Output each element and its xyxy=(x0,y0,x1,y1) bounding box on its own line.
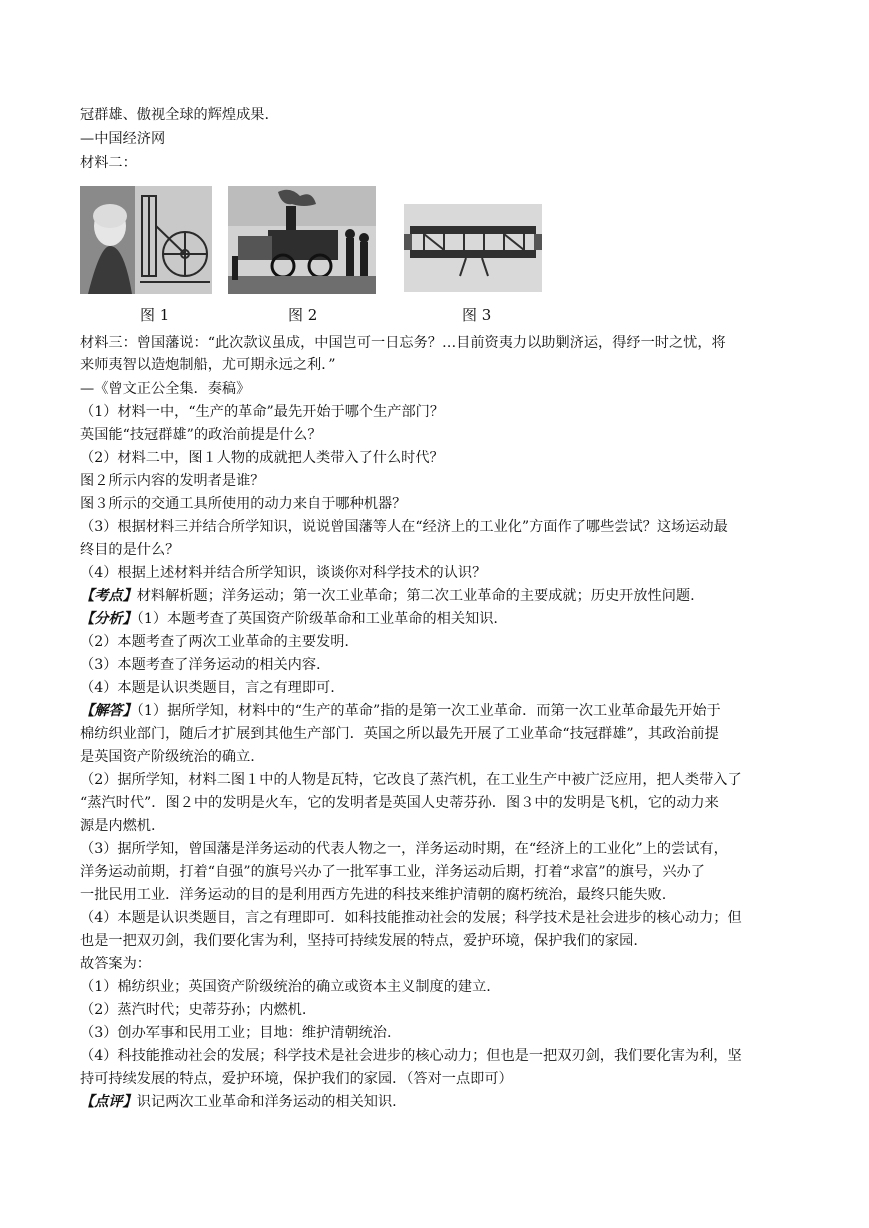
jieda-line xyxy=(80,702,795,721)
text-line: “蒸汽时代”．图２中的发明是火车，它的发明者是英国人史蒂芬孙．图３中的发明是飞机，它的动力来 xyxy=(80,795,719,811)
kaodian-text: 材料解析题；洋务运动；第一次工业革命；第二次工业革命的主要成就；历史开放性问题. xyxy=(136,588,695,604)
text-line: （4）本题是认识类题目，言之有理即可. xyxy=(80,680,335,696)
figure-1-image xyxy=(80,186,212,294)
fenxi-text: （1）本题考查了英国资产阶级革命和工业革命的相关知识. xyxy=(136,611,498,627)
figure-1-caption: 图 1 xyxy=(140,306,170,324)
text-line: （3）据所学知，曾国藩是洋务运动的代表人物之一，洋务运动时期，在“经济上的工业化”上的尝试有， xyxy=(80,841,728,857)
dianping-text: 识记两次工业革命和洋务运动的相关知识. xyxy=(136,1094,397,1110)
biplane-icon xyxy=(404,204,542,292)
figure-2-caption: 图 2 xyxy=(288,306,318,324)
dianping-line xyxy=(80,1093,795,1112)
figure-3-caption: 图 3 xyxy=(462,306,492,324)
locomotive-icon xyxy=(228,186,376,294)
text-line: 图３所示的交通工具所使用的动力来自于哪种机器？ xyxy=(80,496,407,512)
text-line: 是英国资产阶级统治的确立. xyxy=(80,749,255,765)
answer-1: （1）棉纺织业；英国资产阶级统治的确立或资本主义制度的建立. xyxy=(80,979,491,995)
answer-3: （3）创办军事和民用工业；目地：维护清朝统治. xyxy=(80,1025,392,1041)
text-line: 也是一把双刃剑，我们要化害为利，坚持可持续发展的特点，爱护环境，保护我们的家园. xyxy=(80,933,638,949)
kaodian-line xyxy=(80,587,795,606)
jieda-text: （1）据所学知，材料中的“生产的革命”指的是第一次工业革命．而第一次工业革命最先开始于 xyxy=(136,703,721,719)
fenxi-label: 【分析】 xyxy=(80,611,137,627)
text-line: 英国能“技冠群雄”的政治前提是什么？ xyxy=(80,427,322,443)
question-2: （2）材料二中，图１人物的成就把人类带入了什么时代？ xyxy=(80,450,444,466)
source-line: —《曾文正公全集．奏稿》 xyxy=(80,381,251,397)
question-3: （3）根据材料三并结合所学知识，说说曾国藩等人在“经济上的工业化”方面作了哪些尝试？这场运动最 xyxy=(80,519,728,535)
text-line: 一批民用工业．洋务运动的目的是利用西方先进的科技来维护清朝的腐朽统治，最终只能失败. xyxy=(80,887,667,903)
text-line: （2）本题考查了两次工业革命的主要发明. xyxy=(80,634,349,650)
answer-2: （2）蒸汽时代；史蒂芬孙；内燃机. xyxy=(80,1002,307,1018)
question-1: （1）材料一中，“生产的革命”最先开始于哪个生产部门？ xyxy=(80,404,445,420)
material-two-heading: 材料二： xyxy=(80,155,137,171)
figure-2-image xyxy=(228,186,376,294)
dianping-label: 【点评】 xyxy=(80,1094,137,1110)
text-line: 持可持续发展的特点，爱护环境，保护我们的家园．（答对一点即可） xyxy=(80,1071,513,1087)
text-line: （2）据所学知，材料二图１中的人物是瓦特，它改良了蒸汽机，在工业生产中被广泛应用，把人类带入了 xyxy=(80,772,742,788)
watt-portrait-icon xyxy=(80,186,212,294)
kaodian-label: 【考点】 xyxy=(80,588,137,604)
text-line: （3）本题考查了洋务运动的相关内容. xyxy=(80,657,321,673)
figure-3-image xyxy=(404,204,542,292)
fenxi-line xyxy=(80,610,795,629)
text-line: 来师夷智以造炮制船，尤可期永远之利．” xyxy=(80,357,336,373)
jieda-label: 【解答】 xyxy=(80,703,137,719)
text-line: 源是内燃机. xyxy=(80,818,156,834)
text-line: 棉纺织业部门，随后才扩展到其他生产部门．英国之所以最先开展了工业革命“技冠群雄”，其政治前提 xyxy=(80,726,719,742)
text-line: 图２所示内容的发明者是谁？ xyxy=(80,473,265,489)
text-line: 冠群雄、傲视全球的辉煌成果. xyxy=(80,107,269,123)
question-4: （4）根据上述材料并结合所学知识，谈谈你对科学技术的认识？ xyxy=(80,565,487,581)
text-line: 终目的是什么？ xyxy=(80,542,180,558)
figure-row xyxy=(80,184,550,326)
material-three-line: 材料三：曾国藩说：“此次款议虽成，中国岂可一日忘务？…目前资夷力以助剿济运，得纾一时之忧，将 xyxy=(80,335,726,351)
answer-heading: 故答案为： xyxy=(80,956,151,972)
text-line: 洋务运动前期，打着“自强”的旗号兴办了一批军事工业，洋务运动后期，打着“求富”的旗号，兴办了 xyxy=(80,864,705,880)
text-line: （4）本题是认识类题目，言之有理即可．如科技能推动社会的发展；科学技术是社会进步的核心动力；但 xyxy=(80,910,742,926)
source-line: —中国经济网 xyxy=(80,131,166,147)
answer-4: （4）科技能推动社会的发展；科学技术是社会进步的核心动力；但也是一把双刃剑，我们要化害为利，坚 xyxy=(80,1048,742,1064)
